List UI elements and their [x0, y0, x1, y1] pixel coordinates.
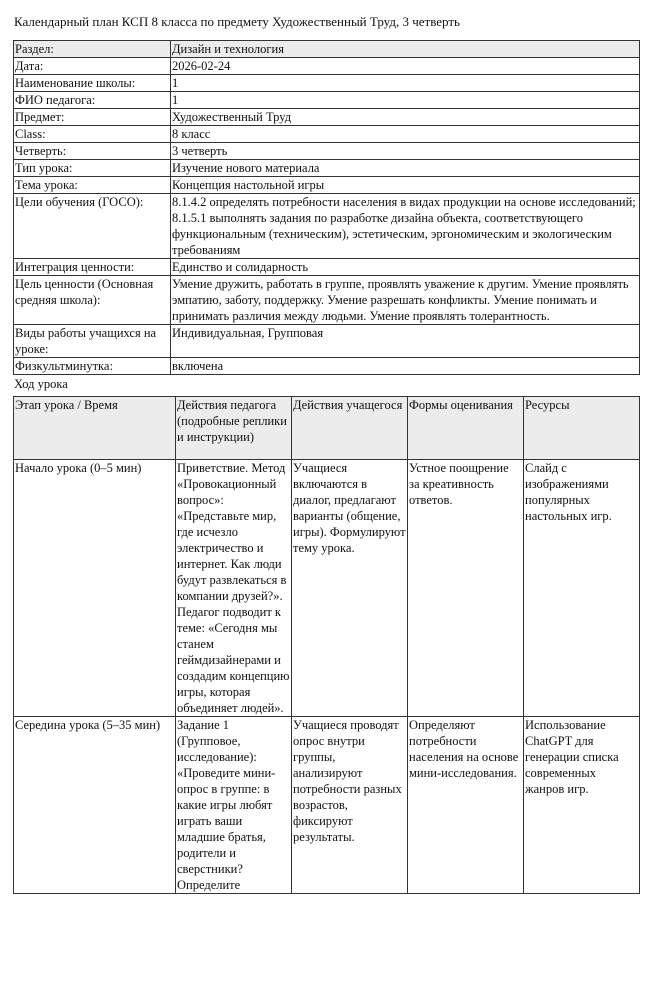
info-row [14, 58, 640, 75]
info-value: 1 [171, 75, 640, 92]
info-value: 3 четверть [171, 143, 640, 160]
column-header: Формы оценивания [408, 397, 524, 460]
info-label: Наименование школы: [14, 75, 171, 92]
stage-cell: Середина урока (5–35 мин) [14, 717, 176, 894]
section-title: Ход урока [14, 377, 68, 391]
teacher-actions-cell: Приветствие. Метод «Провокационный вопрос»: «Представьте мир, где исчезло электричество и интернет. Как люди будут развлекаться в компании друзей?». Педагог подводит к теме: «Сегодня мы станем геймдизайнерами и создадим концепцию игры, которая объединяет людей». [177, 461, 290, 715]
info-label: Интеграция ценности: [14, 259, 171, 276]
info-row [14, 92, 640, 109]
student-actions-cell: Учащиеся включаются в диалог, предлагают варианты (общение, игры). Формулируют тему урока. [292, 460, 408, 717]
info-value: Изучение нового материала [171, 160, 640, 177]
column-header: Этап урока / Время [14, 397, 176, 460]
info-value: 2026-02-24 [171, 58, 640, 75]
column-header: Действия педагога (подробные реплики и инструкции) [176, 397, 292, 460]
info-value: Концепция настольной игры [171, 177, 640, 194]
info-label: Class: [14, 126, 171, 143]
stage-cell: Начало урока (0–5 мин) [14, 460, 176, 717]
resources-cell: Слайд с изображениями популярных настольных игр. [524, 460, 640, 717]
column-header: Действия учащегося [292, 397, 408, 460]
info-row [14, 325, 640, 358]
document-title: Календарный план КСП 8 класса по предмету Художественный Труд, 3 четверть [14, 14, 460, 29]
plan-header-row [14, 397, 640, 460]
lesson-plan-table [13, 396, 640, 894]
info-row [14, 143, 640, 160]
info-row [14, 41, 640, 58]
info-row [14, 160, 640, 177]
info-label: ФИО педагога: [14, 92, 171, 109]
info-row [14, 259, 640, 276]
info-label: Виды работы учащихся на уроке: [14, 325, 171, 358]
plan-row [14, 717, 640, 894]
info-label: Дата: [14, 58, 171, 75]
info-value: Единство и солидарность [171, 259, 640, 276]
column-header: Ресурсы [524, 397, 640, 460]
info-label: Цели обучения (ГОСО): [14, 194, 171, 259]
info-value: Индивидуальная, Групповая [171, 325, 640, 358]
info-row [14, 194, 640, 259]
info-label: Тема урока: [14, 177, 171, 194]
info-value: Художественный Труд [171, 109, 640, 126]
info-label: Раздел: [14, 41, 171, 58]
assessment-cell: Определяют потребности населения на основе мини-исследования. [408, 717, 524, 894]
info-row [14, 126, 640, 143]
info-label: Четверть: [14, 143, 171, 160]
info-label: Физкультминутка: [14, 358, 171, 375]
info-value: 8 класс [171, 126, 640, 143]
info-row [14, 109, 640, 126]
teacher-actions-cell: Задание 1 (Групповое, исследование): «Проведите мини-опрос в группе: в какие игры любят играть ваши младшие братья, родители и сверстники? Определите [176, 717, 292, 894]
info-value: Умение дружить, работать в группе, проявлять уважение к другим. Умение проявлять эмпатию, заботу, поддержку. Умение разрешать конфликты. Умение понимать и принимать различия между людьми. Умение проявлять толерантность. [171, 276, 640, 325]
info-row [14, 75, 640, 92]
assessment-cell: Устное поощрение за креативность ответов. [408, 460, 524, 717]
lesson-info-table [13, 40, 640, 375]
student-actions-cell: Учащиеся проводят опрос внутри группы, анализируют потребности разных возрастов, фиксируют результаты. [292, 717, 408, 894]
info-value: 1 [171, 92, 640, 109]
info-label: Предмет: [14, 109, 171, 126]
resources-cell: Использование ChatGPT для генерации списка современных жанров игр. [524, 717, 640, 894]
info-value: 8.1.4.2 определять потребности населения в видах продукции на основе исследований; 8.1.5.1 выполнять задания по разработке дизайна объекта, соответствующего функциональным (техническим), эстетическим, эргономическим и экологическим требованиям [171, 194, 640, 259]
info-label: Тип урока: [14, 160, 171, 177]
plan-row [14, 460, 640, 717]
info-row [14, 358, 640, 375]
info-row [14, 177, 640, 194]
info-value: Дизайн и технология [171, 41, 640, 58]
info-label: Цель ценности (Основная средняя школа): [14, 276, 171, 325]
info-row [14, 276, 640, 325]
info-value: включена [171, 358, 640, 375]
